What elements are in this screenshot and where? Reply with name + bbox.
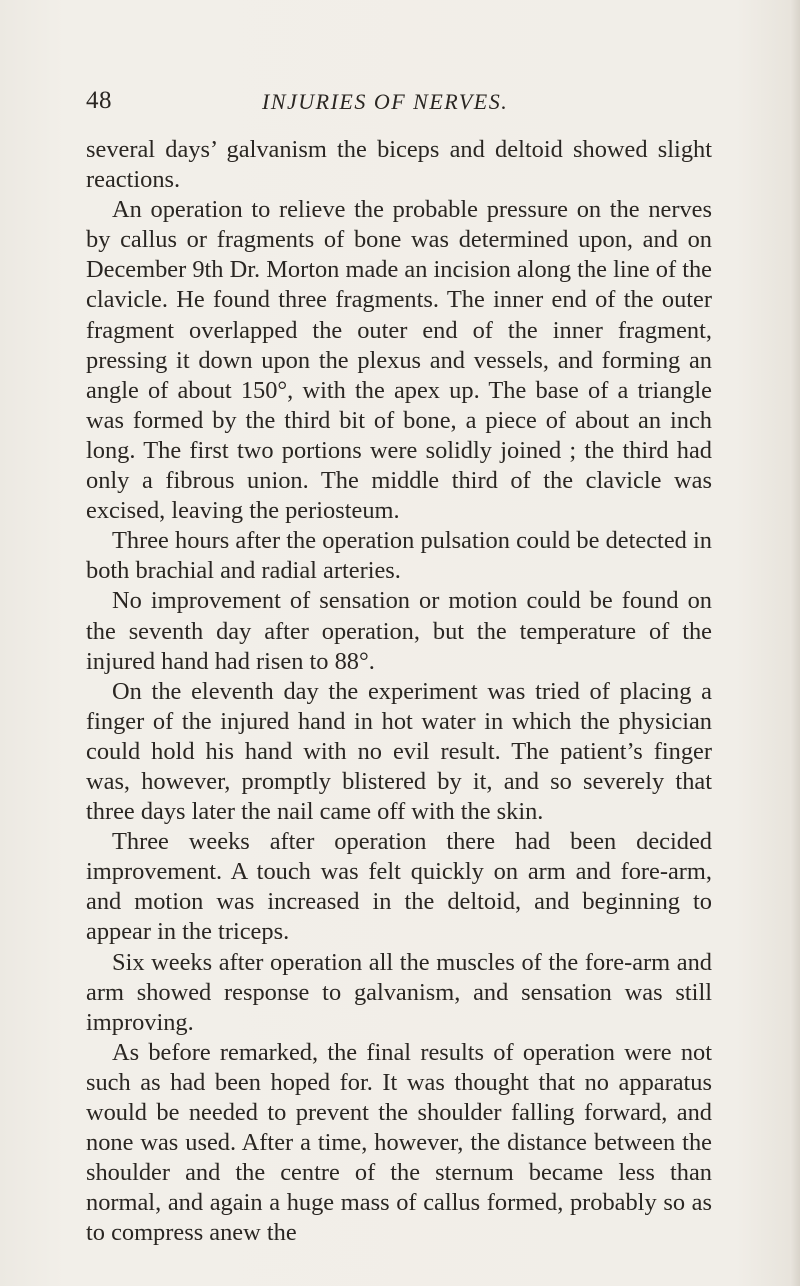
page-header: [86, 87, 714, 121]
paragraph: several days’ galvanism the biceps and deltoid showed slight reactions.: [86, 136, 712, 194]
page-number: 48: [86, 87, 112, 114]
paragraph: As before remarked, the final results of operation were not such as had been hoped for. It was thought that no apparatus would be needed to prevent the shoulder falling forward, and none was used. After a time, however, the distance between the shoulder and the centre of the sternum became less than normal, and again a huge mass of callus formed, probably so as to compress anew the: [86, 1038, 712, 1247]
paragraph: An operation to relieve the probable pressure on the nerves by callus or fragments of bone was determined upon, and on December 9th Dr. Morton made an incision along the line of the clavicle. He found three fragments. The inner end of the outer fragment overlapped the outer end of the inner fragment, pressing it down upon the plexus and vessels, and forming an angle of about 150°, with the apex up. The base of a triangle was formed by the third bit of bone, a piece of about an inch long. The first two portions were solidly joined ; the third had only a fibrous union. The middle third of the clavicle was excised, leaving the periosteum.: [86, 196, 712, 525]
paragraph: Three hours after the operation pulsation could be detected in both brachial and radial arteries.: [86, 527, 712, 585]
body-text: [86, 135, 712, 1248]
paragraph: On the eleventh day the experiment was tried of placing a finger of the injured hand in hot water in which the physician could hold his hand with no evil result. The patient’s finger was, however, promptly blistered by it, and so severely that three days later the nail came off with the skin.: [86, 677, 712, 826]
paragraph: Three weeks after operation there had been decided improvement. A touch was felt quickly on arm and fore-arm, and motion was increased in the deltoid, and beginning to appear in the triceps.: [86, 828, 712, 946]
running-title: INJURIES OF NERVES.: [262, 89, 509, 114]
paragraph: No improvement of sensation or motion could be found on the seventh day after operation, but the temperature of the injured hand had risen to 88°.: [86, 587, 712, 675]
page-edge: [790, 0, 800, 1286]
paragraph: Six weeks after operation all the muscles of the fore-arm and arm showed response to galvanism, and sensation was still improving.: [86, 948, 712, 1036]
